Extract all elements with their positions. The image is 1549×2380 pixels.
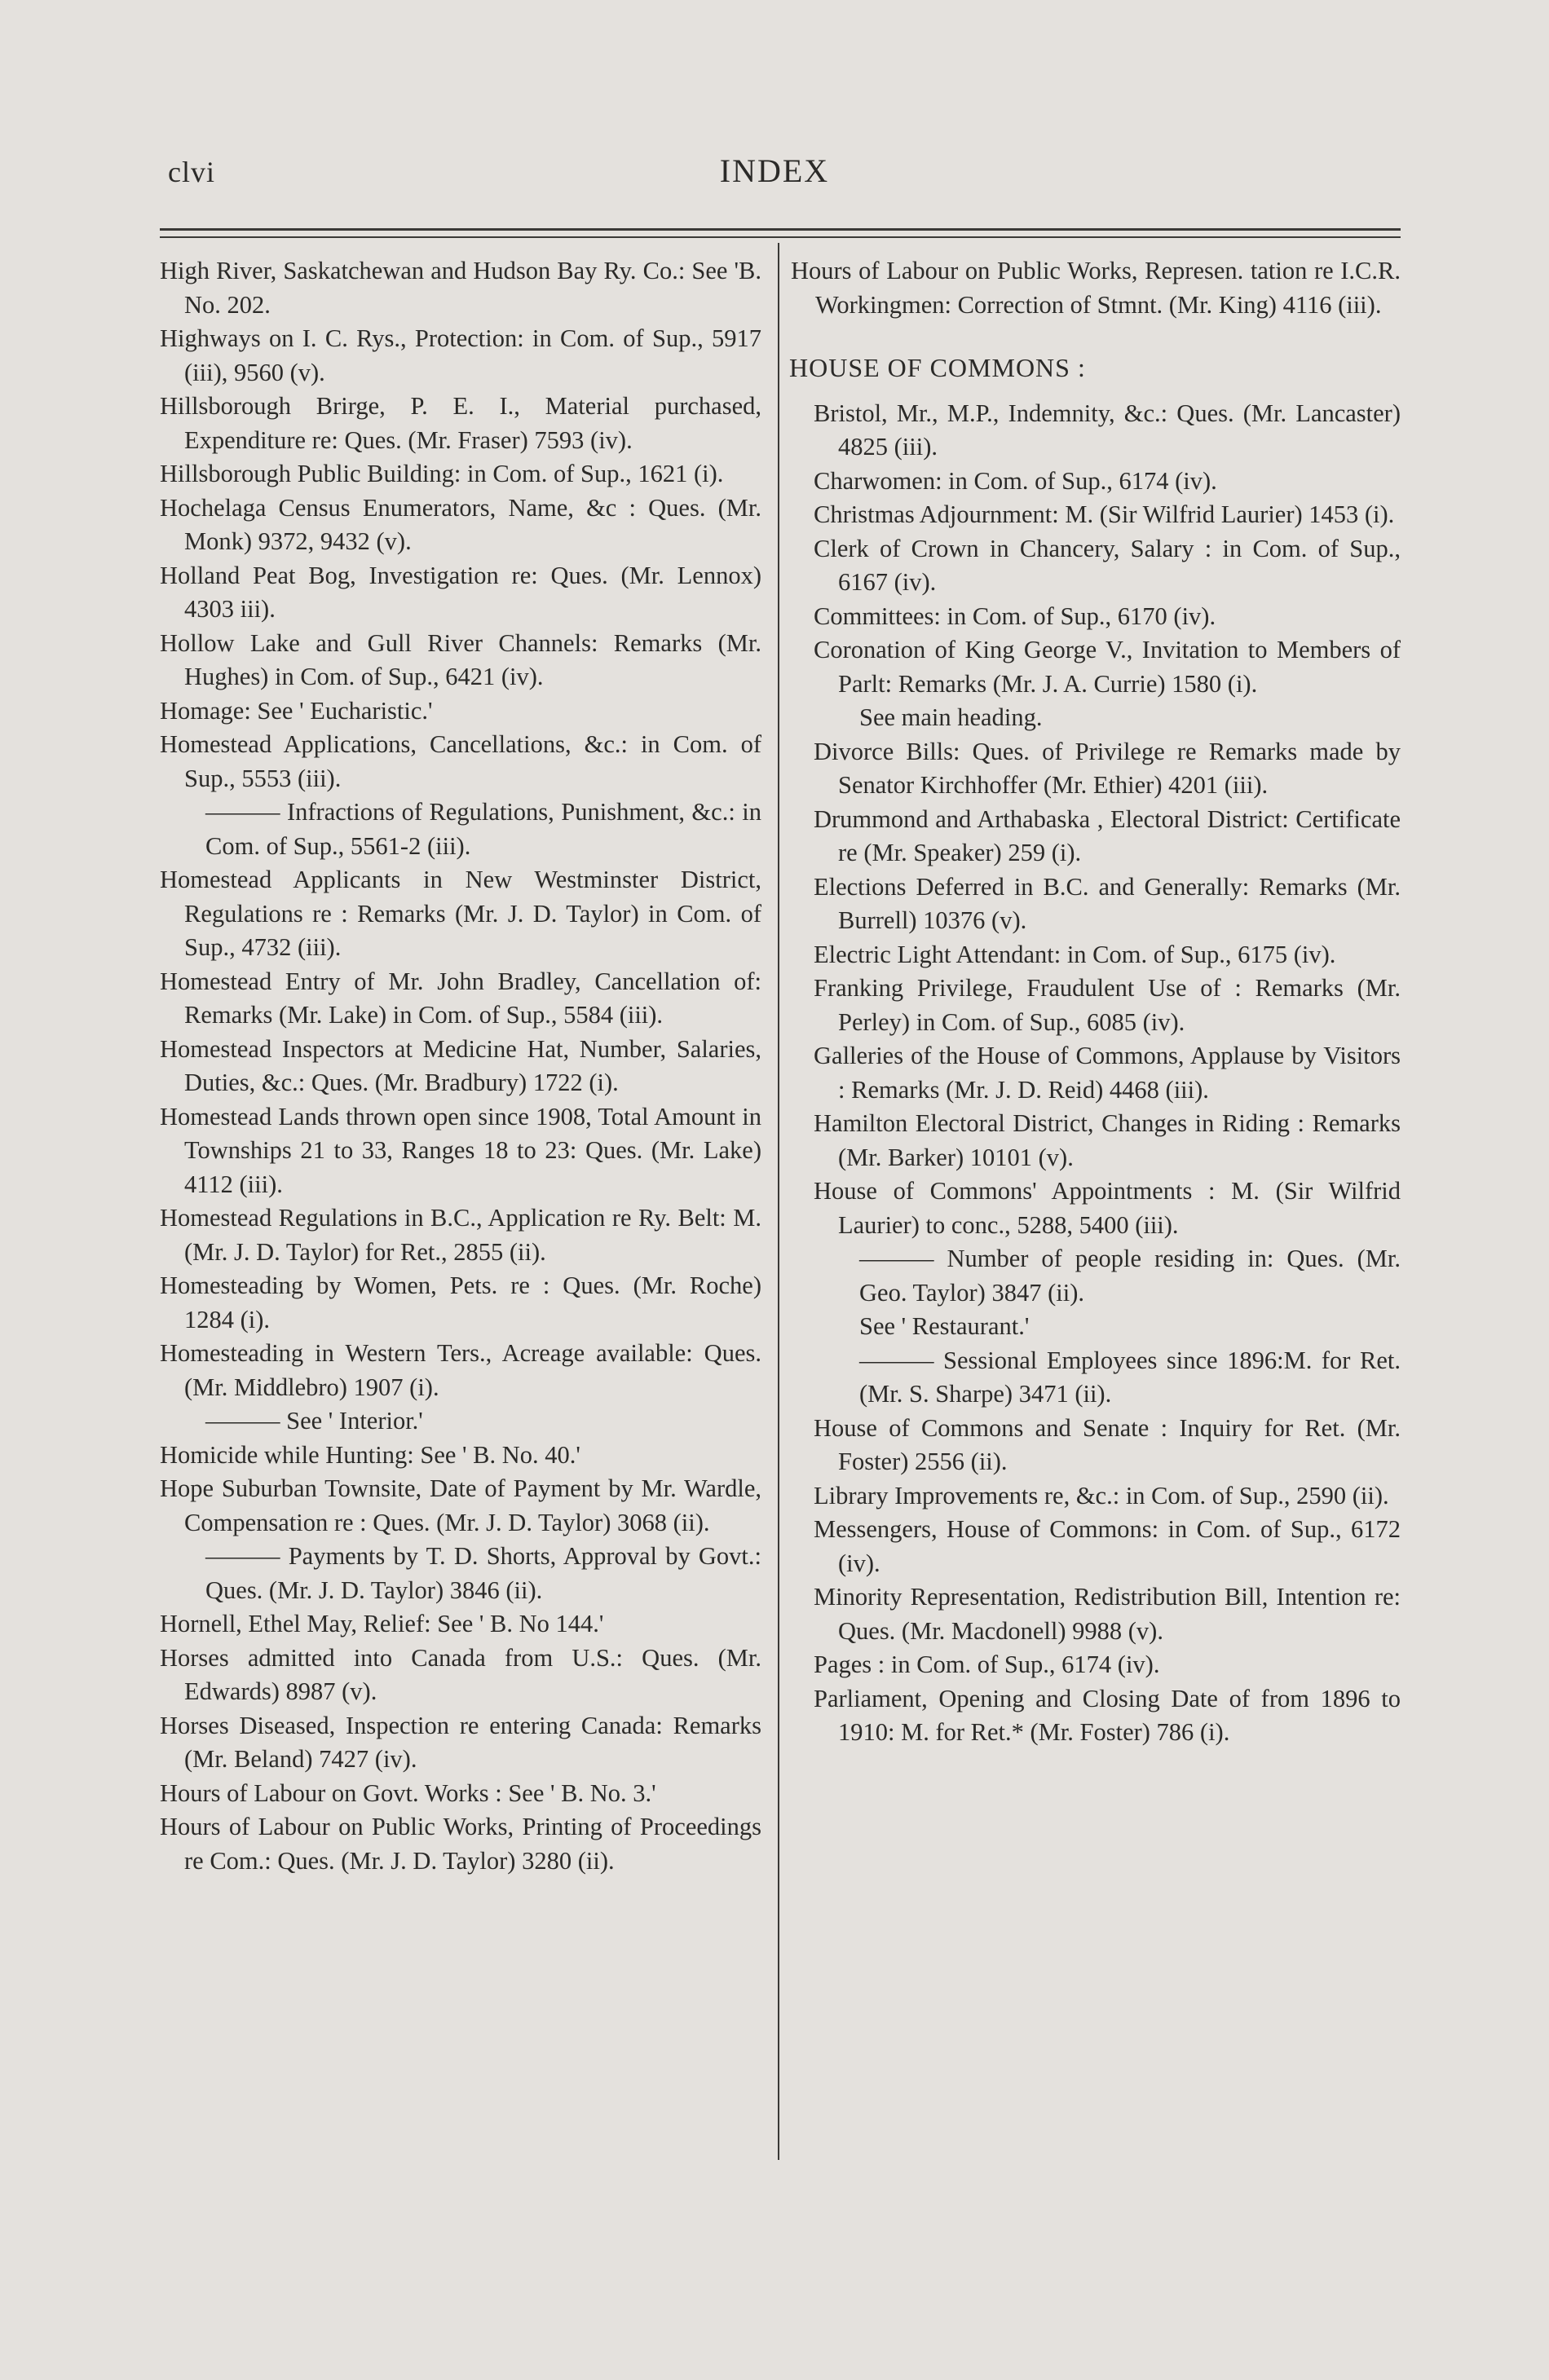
- index-entry: Hillsborough Brirge, P. E. I., Material purchased, Expenditure re: Ques. (Mr. Fraser) 7593 (iv).: [160, 392, 761, 454]
- section-heading: HOUSE OF COMMONS :: [789, 353, 1086, 382]
- index-entry: Homestead Lands thrown open since 1908, Total Amount in Townships 21 to 33, Ranges 18 to 23: Ques. (Mr. Lake) 4112 (iii).: [160, 1102, 761, 1198]
- index-entry: Homestead Inspectors at Medicine Hat, Number, Salaries, Duties, &c.: Ques. (Mr. Bradbury) 1722 (i).: [160, 1034, 761, 1096]
- index-entry: Minority Representation, Redistribution Bill, Intention re: Ques. (Mr. Macdonell) 9988 (v).: [814, 1583, 1401, 1645]
- index-entry: Homesteading in Western Ters., Acreage available: Ques. (Mr. Middlebro) 1907 (i).: [160, 1339, 761, 1401]
- index-entry: Christmas Adjournment: M. (Sir Wilfrid Laurier) 1453 (i).: [814, 500, 1395, 528]
- index-entry: Clerk of Crown in Chancery, Salary : in Com. of Sup., 6167 (iv).: [814, 534, 1401, 596]
- index-entry: Drummond and Arthabaska , Electoral District: Certificate re (Mr. Speaker) 259 (i).: [814, 804, 1401, 866]
- index-entry: Homestead Entry of Mr. John Bradley, Cancellation of: Remarks (Mr. Lake) in Com. of Sup., 5584 (iii).: [160, 967, 761, 1029]
- section-entries: [791, 397, 1401, 1750]
- index-entry: Electric Light Attendant: in Com. of Sup., 6175 (iv).: [814, 940, 1336, 968]
- left-column: [160, 254, 761, 1878]
- index-entry: Homestead Applications, Cancellations, &c.: in Com. of Sup., 5553 (iii).: [160, 730, 761, 792]
- index-entry: See ' Restaurant.': [859, 1312, 1030, 1340]
- index-entry: Parliament, Opening and Closing Date of from 1896 to 1910: M. for Ret.* (Mr. Foster) 786 (i).: [814, 1684, 1401, 1746]
- index-entry: Homestead Regulations in B.C., Application re Ry. Belt: M. (Mr. J. D. Taylor) for Ret., 2855 (ii).: [160, 1204, 761, 1266]
- index-entry: Hours of Labour on Public Works, Printing of Proceedings re Com.: Ques. (Mr. J. D. Taylor) 3280 (ii).: [160, 1813, 761, 1875]
- index-entry: Highways on I. C. Rys., Protection: in Com. of Sup., 5917 (iii), 9560 (v).: [160, 324, 761, 386]
- index-entry: House of Commons' Appointments : M. (Sir Wilfrid Laurier) to conc., 5288, 5400 (iii).: [814, 1177, 1401, 1239]
- index-entry: Hollow Lake and Gull River Channels: Remarks (Mr. Hughes) in Com. of Sup., 6421 (iv).: [160, 628, 761, 690]
- index-entry: Franking Privilege, Fraudulent Use of : Remarks (Mr. Perley) in Com. of Sup., 6085 (iv).: [814, 974, 1401, 1036]
- index-entry: Hamilton Electoral District, Changes in Riding : Remarks (Mr. Barker) 10101 (v).: [814, 1109, 1401, 1171]
- index-entry-lead: Hours of Labour on Public Works, Represen. tation re I.C.R. Workingmen: Correction of Stmnt. (Mr. King) 4116 (iii).: [791, 257, 1401, 319]
- index-entry: Library Improvements re, &c.: in Com. of Sup., 2590 (ii).: [814, 1481, 1389, 1510]
- right-column: [791, 254, 1401, 1750]
- index-entry: Hochelaga Census Enumerators, Name, &c : Ques. (Mr. Monk) 9372, 9432 (v).: [160, 493, 761, 555]
- index-entry: Hope Suburban Townsite, Date of Payment by Mr. Wardle, Compensation re : Ques. (Mr. J. D. Taylor) 3068 (ii).: [160, 1474, 761, 1536]
- index-entry: ——— Sessional Employees since 1896:M. for Ret. (Mr. S. Sharpe) 3471 (ii).: [859, 1346, 1401, 1408]
- index-entry: Homesteading by Women, Pets. re : Ques. (Mr. Roche) 1284 (i).: [160, 1272, 761, 1333]
- index-entry: Hillsborough Public Building: in Com. of Sup., 1621 (i).: [160, 460, 724, 487]
- column-divider: [778, 243, 779, 2160]
- index-entry: House of Commons and Senate : Inquiry for Ret. (Mr. Foster) 2556 (ii).: [814, 1413, 1401, 1475]
- index-entry: High River, Saskatchewan and Hudson Bay Ry. Co.: See 'B. No. 202.: [160, 257, 761, 319]
- index-entry: ——— Infractions of Regulations, Punishment, &c.: in Com. of Sup., 5561-2 (iii).: [205, 798, 761, 860]
- header-rule-bottom: [160, 236, 1401, 238]
- index-entry: Homicide while Hunting: See ' B. No. 40.': [160, 1440, 580, 1469]
- index-entry: Divorce Bills: Ques. of Privilege re Remarks made by Senator Kirchhoffer (Mr. Ethier) 4201 (iii).: [814, 737, 1401, 799]
- index-entry: Coronation of King George V., Invitation to Members of Parlt: Remarks (Mr. J. A. Currie) 1580 (i).: [814, 636, 1401, 698]
- index-entry: ——— See ' Interior.': [205, 1407, 423, 1435]
- header-rule-top: [160, 228, 1401, 231]
- index-entry: Horses Diseased, Inspection re entering Canada: Remarks (Mr. Beland) 7427 (iv).: [160, 1711, 761, 1773]
- index-entry: Hornell, Ethel May, Relief: See ' B. No 144.': [160, 1610, 604, 1637]
- index-entry: ——— Number of people residing in: Ques. (Mr. Geo. Taylor) 3847 (ii).: [859, 1245, 1401, 1307]
- index-entry: Pages : in Com. of Sup., 6174 (iv).: [814, 1651, 1160, 1678]
- index-entry: Horses admitted into Canada from U.S.: Ques. (Mr. Edwards) 8987 (v).: [160, 1643, 761, 1705]
- index-entry: Homage: See ' Eucharistic.': [160, 696, 433, 725]
- index-entry: Messengers, House of Commons: in Com. of Sup., 6172 (iv).: [814, 1515, 1401, 1577]
- index-entry: ——— Payments by T. D. Shorts, Approval by Govt.: Ques. (Mr. J. D. Taylor) 3846 (ii).: [205, 1542, 761, 1604]
- index-entry: Galleries of the House of Commons, Applause by Visitors : Remarks (Mr. J. D. Reid) 4468 (iii).: [814, 1042, 1401, 1104]
- index-entry: Homestead Applicants in New Westminster District, Regulations re : Remarks (Mr. J. D. Taylor) in Com. of Sup., 4732 (iii).: [160, 866, 761, 961]
- index-entry: Elections Deferred in B.C. and Generally: Remarks (Mr. Burrell) 10376 (v).: [814, 872, 1401, 934]
- index-entry: Holland Peat Bog, Investigation re: Ques. (Mr. Lennox) 4303 iii).: [160, 561, 761, 623]
- index-entry: Hours of Labour on Govt. Works : See ' B. No. 3.': [160, 1778, 656, 1807]
- index-entry: Committees: in Com. of Sup., 6170 (iv).: [814, 602, 1216, 630]
- index-entry: See main heading.: [859, 703, 1043, 731]
- page-title: INDEX: [719, 152, 830, 189]
- index-entry: Charwomen: in Com. of Sup., 6174 (iv).: [814, 466, 1217, 495]
- page-number: clvi: [168, 156, 215, 188]
- index-entry: Bristol, Mr., M.P., Indemnity, &c.: Ques. (Mr. Lancaster) 4825 (iii).: [814, 399, 1401, 461]
